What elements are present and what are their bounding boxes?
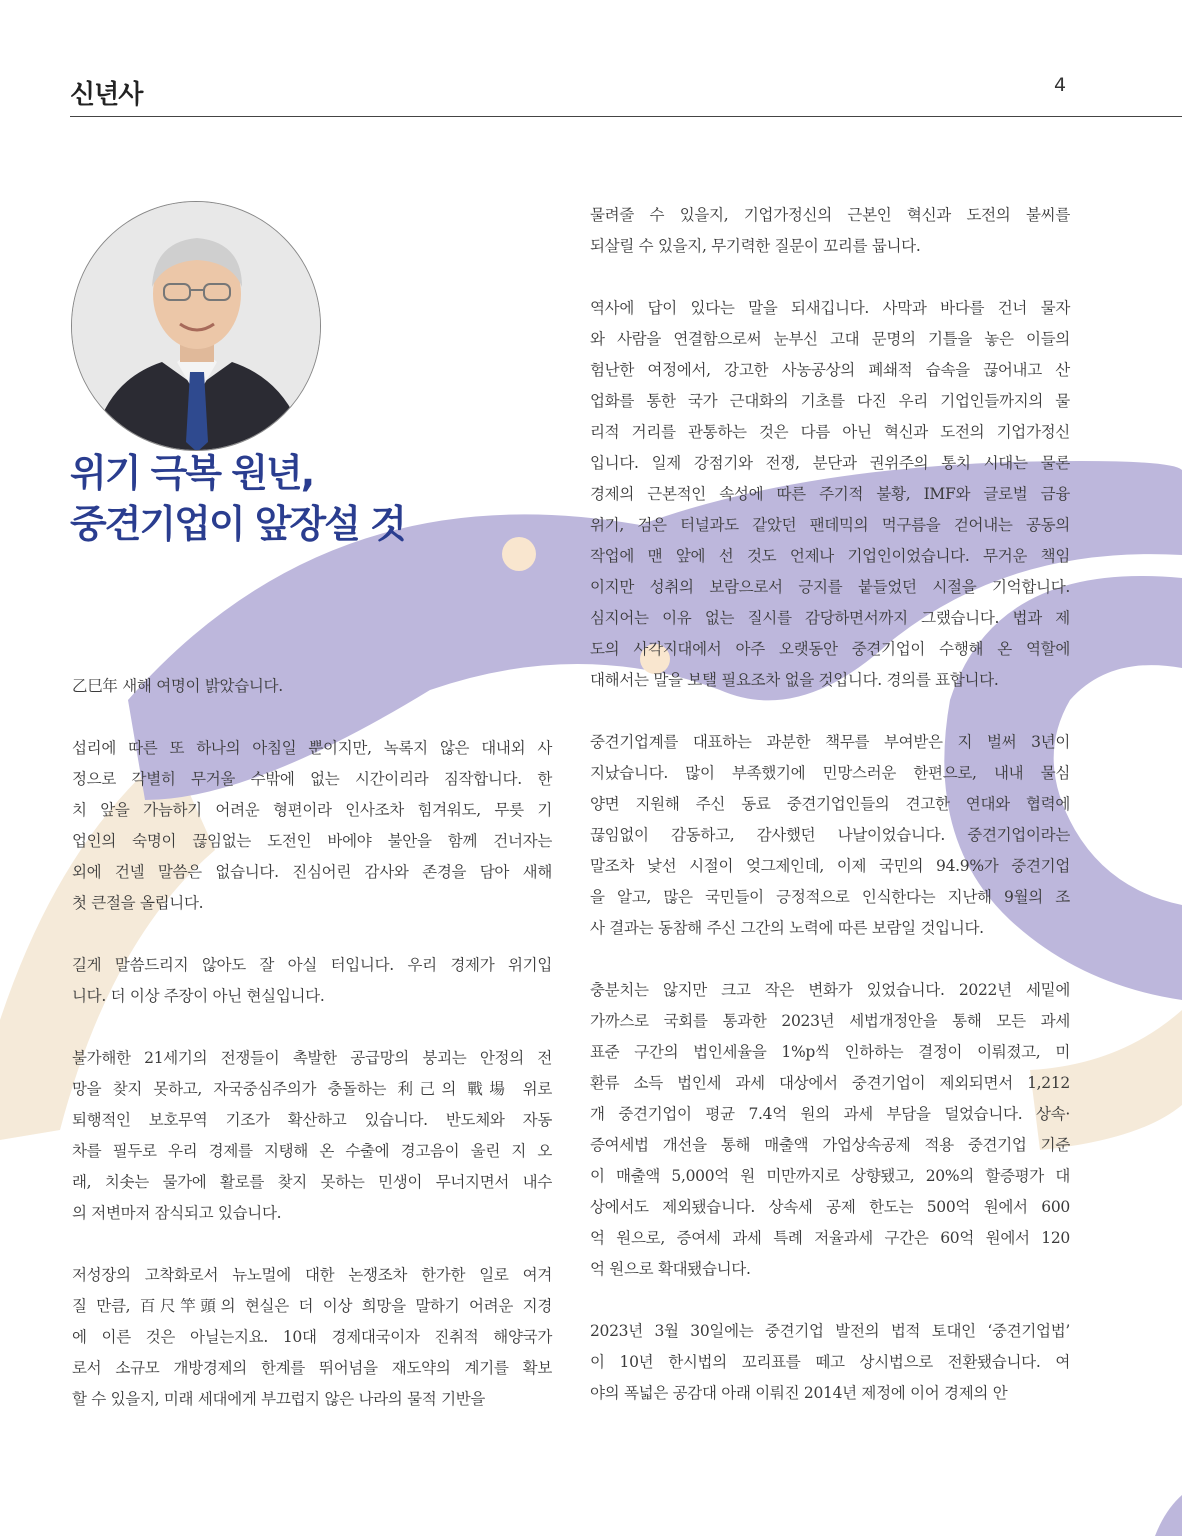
text-line: 중견기업계를 대표하는 과분한 책무를 부여받은 지 벌써 3년이: [590, 733, 1070, 751]
text-line: 충분치는 않지만 크고 작은 변화가 있었습니다. 2022년 세밑에: [590, 981, 1070, 999]
text-line: 이 매출액 5,000억 원 미만까지로 상향됐고, 20%의 할증평가 대: [590, 1167, 1070, 1185]
text-line: 첫 큰절을 올립니다.: [72, 894, 204, 912]
paragraph: [72, 671, 552, 702]
text-line: 도의 사각지대에서 아주 오랫동안 중견기업이 수행해 온 역할에: [590, 640, 1070, 658]
text-line: 2023년 3월 30일에는 중견기업 발전의 법적 토대인 ‘중견기업법’: [590, 1322, 1070, 1340]
text-line: 이지만 성취의 보람으로서 긍지를 붙들었던 시절을 기억합니다.: [590, 578, 1070, 596]
text-line: 와 사람을 연결함으로써 눈부신 고대 문명의 기틀을 놓은 이들의: [590, 330, 1070, 348]
paragraph: [590, 727, 1070, 944]
text-line: 사 결과는 동참해 주신 그간의 노력에 따른 보람일 것입니다.: [590, 919, 984, 937]
portrait-photo: [71, 201, 321, 451]
text-line: 의 저변마저 잠식되고 있습니다.: [72, 1204, 282, 1222]
text-line: 역사에 답이 있다는 말을 되새깁니다. 사막과 바다를 건너 물자: [590, 299, 1070, 317]
text-line: 환류 소득 법인세 과세 대상에서 중견기업이 제외되면서 1,212: [590, 1074, 1070, 1092]
paragraph-gap: [590, 1285, 1070, 1316]
headline: [70, 448, 550, 550]
text-line: 입니다. 일제 강점기와 전쟁, 분단과 권위주의 통치 시대는 물론: [590, 454, 1070, 472]
text-line: 에 이른 것은 아닐는지요. 10대 경제대국이자 진취적 해양국가: [72, 1328, 552, 1346]
text-line: 야의 폭넓은 공감대 아래 이뤄진 2014년 제정에 이어 경제의 안: [590, 1384, 1008, 1402]
paragraph: [72, 733, 552, 919]
text-line: 길게 말씀드리지 않아도 잘 아실 터입니다. 우리 경제가 위기입: [72, 956, 552, 974]
text-line: 대해서는 말을 보탤 필요조차 없을 것입니다. 경의를 표합니다.: [590, 671, 999, 689]
headline-line-1: 위기 극복 원년,: [70, 451, 314, 495]
text-line: 업화를 통한 국가 근대화의 기초를 다진 우리 기업인들까지의 물: [590, 392, 1070, 410]
text-line: 심지어는 이유 없는 질시를 감당하면서까지 그랬습니다. 법과 제: [590, 609, 1070, 627]
right-column-text: [590, 200, 1070, 1409]
text-line: 경제의 근본적인 속성에 따른 주기적 불황, IMF와 글로벌 금융: [590, 485, 1070, 503]
paragraph-gap: [72, 919, 552, 950]
paragraph-gap: [590, 696, 1070, 727]
paragraph-gap: [72, 1012, 552, 1043]
text-line: 차를 필두로 우리 경제를 지탱해 온 수출에 경고음이 울린 지 오: [72, 1142, 552, 1160]
section-title: 신년사: [70, 80, 143, 110]
paragraph: [72, 1260, 552, 1415]
headline-line-2: 중견기업이 앞장설 것: [70, 502, 405, 546]
text-line: 물려줄 수 있을지, 기업가정신의 근본인 혁신과 도전의 불씨를: [590, 206, 1070, 224]
text-line: 업인의 숙명이 끊임없는 도전인 바에야 불안을 함께 건너자는: [72, 832, 552, 850]
paragraph: [72, 1043, 552, 1229]
text-line: 퇴행적인 보호무역 기조가 확산하고 있습니다. 반도체와 자동: [72, 1111, 552, 1129]
paragraph: [72, 950, 552, 1012]
text-line: 섭리에 따른 또 하나의 아침일 뿐이지만, 녹록지 않은 대내외 사: [72, 739, 552, 757]
text-line: 정으로 각별히 무거울 수밖에 없는 시간이리라 짐작합니다. 한: [72, 770, 552, 788]
text-line: 되살릴 수 있을지, 무기력한 질문이 꼬리를 뭅니다.: [590, 237, 921, 255]
text-line: 니다. 더 이상 주장이 아닌 현실입니다.: [72, 987, 325, 1005]
paragraph-gap: [72, 702, 552, 733]
text-line: 가까스로 국회를 통과한 2023년 세법개정안을 통해 모든 과세: [590, 1012, 1070, 1030]
text-line: 억 원으로 확대됐습니다.: [590, 1260, 751, 1278]
text-line: 험난한 여정에서, 강고한 사농공상의 폐쇄적 습속을 끊어내고 산: [590, 361, 1070, 379]
paragraph-gap: [590, 262, 1070, 293]
paragraph: [590, 1316, 1070, 1409]
text-line: 질 만큼, 百尺竿頭의 현실은 더 이상 희망을 말하기 어려운 지경: [72, 1297, 552, 1315]
text-line: 억 원으로, 증여세 과세 특례 저율과세 구간은 60억 원에서 120: [590, 1229, 1070, 1247]
text-line: 증여세법 개선을 통해 매출액 가업상속공제 적용 중견기업 기준: [590, 1136, 1070, 1154]
text-line: 표준 구간의 법인세율을 1%p씩 인하하는 결정이 이뤄졌고, 미: [590, 1043, 1070, 1061]
text-line: 상에서도 제외됐습니다. 상속세 공제 한도는 500억 원에서 600: [590, 1198, 1070, 1216]
text-line: 작업에 맨 앞에 선 것도 언제나 기업인이었습니다. 무거운 책임: [590, 547, 1070, 565]
text-line: 망을 찾지 못하고, 자국중심주의가 충돌하는 利己의 戰場 위로: [72, 1080, 552, 1098]
left-column-text: [72, 671, 552, 1415]
paragraph: [590, 975, 1070, 1285]
text-line: 을 알고, 많은 국민들이 긍정적으로 인식한다는 지난해 9월의 조: [590, 888, 1070, 906]
text-line: 말조차 낯선 시절이 엊그제인데, 이제 국민의 94.9%가 중견기업: [590, 857, 1070, 875]
corner-shape: [1155, 1495, 1182, 1536]
text-line: 로서 소규모 개방경제의 한계를 뛰어넘을 재도약의 계기를 확보: [72, 1359, 552, 1377]
text-line: 끊임없이 감동하고, 감사했던 나날이었습니다. 중견기업이라는: [590, 826, 1070, 844]
text-line: 리적 거리를 관통하는 것은 다름 아닌 혁신과 도전의 기업가정신: [590, 423, 1070, 441]
paragraph-gap: [590, 944, 1070, 975]
text-line: 이 10년 한시법의 꼬리표를 떼고 상시법으로 전환됐습니다. 여: [590, 1353, 1070, 1371]
paragraph-gap: [72, 1229, 552, 1260]
text-line: 위기, 검은 터널과도 같았던 팬데믹의 먹구름을 걷어내는 공동의: [590, 516, 1070, 534]
text-line: 치 앞을 가늠하기 어려운 형편이라 인사조차 힘겨워도, 무릇 기: [72, 801, 552, 819]
text-line: 래, 치솟는 물가에 활로를 찾지 못하는 민생이 무너지면서 내수: [72, 1173, 552, 1191]
text-line: 지났습니다. 많이 부족했기에 민망스러운 한편으로, 내내 물심: [590, 764, 1070, 782]
text-line: 불가해한 21세기의 전쟁들이 촉발한 공급망의 붕괴는 안정의 전: [72, 1049, 552, 1067]
text-line: 외에 건넬 말씀은 없습니다. 진심어린 감사와 존경을 담아 새해: [72, 863, 552, 881]
page-number: 4: [1054, 74, 1067, 96]
page-header: [70, 72, 1182, 117]
paragraph: [590, 200, 1070, 262]
text-line: 개 중견기업이 평균 7.4억 원의 과세 부담을 덜었습니다. 상속·: [590, 1105, 1070, 1123]
text-line: 양면 지원해 주신 동료 중견기업인들의 견고한 연대와 협력에: [590, 795, 1070, 813]
text-line: 乙巳年 새해 여명이 밝았습니다.: [72, 677, 283, 695]
paragraph: [590, 293, 1070, 696]
text-line: 저성장의 고착화로서 뉴노멀에 대한 논쟁조차 한가한 일로 여겨: [72, 1266, 552, 1284]
text-line: 할 수 있을지, 미래 세대에게 부끄럽지 않은 나라의 물적 기반을: [72, 1390, 486, 1408]
